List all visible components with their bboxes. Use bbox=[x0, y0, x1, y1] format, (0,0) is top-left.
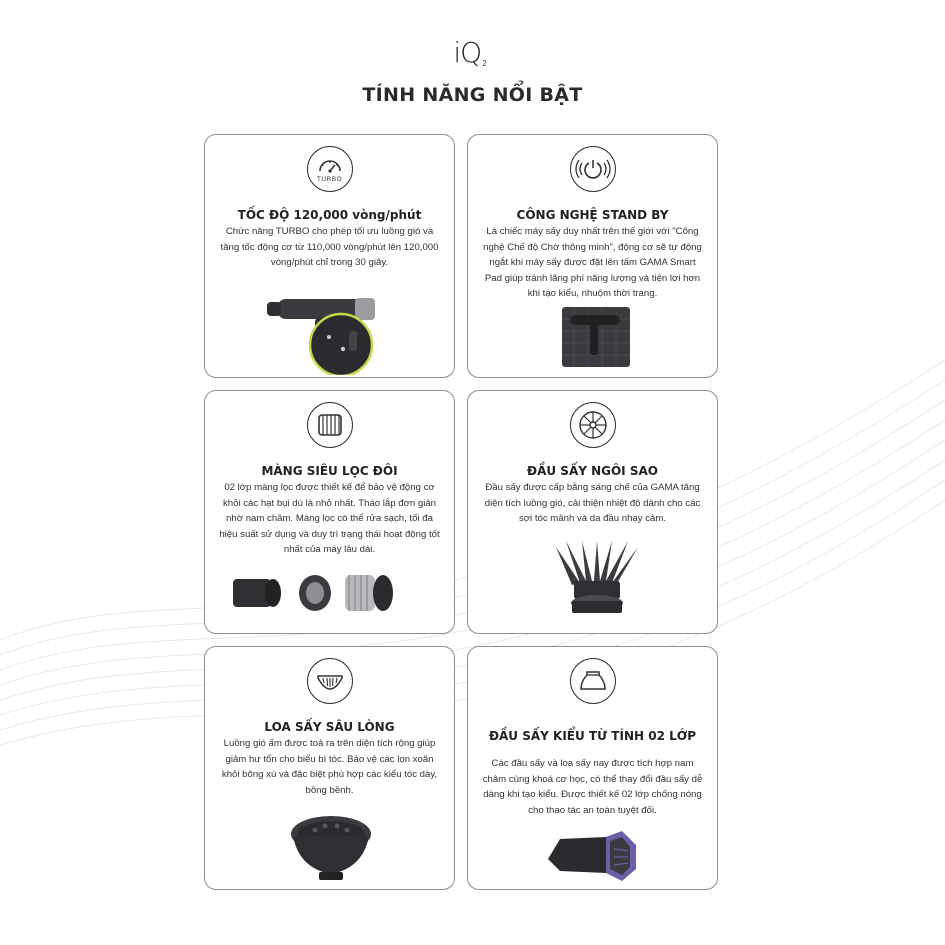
card-description: Đầu sấy được cấp bằng sáng chế của GAMA tăng diện tích luồng gió, cải thiện nhiệt độ dành cho các sợi tóc mảnh và da đầu nhạy cảm. bbox=[484, 482, 701, 524]
logo-text: iQ bbox=[453, 36, 482, 69]
magnetic-nozzle-icon bbox=[570, 658, 616, 704]
feature-card-magnetic-nozzle bbox=[467, 646, 718, 890]
feature-card-diffuser bbox=[204, 646, 455, 890]
card-title: MÀNG SIÊU LỌC ĐÔI bbox=[261, 464, 398, 478]
turbo-gauge-icon bbox=[307, 146, 353, 192]
card-title: TỐC ĐỘ 120,000 vòng/phút bbox=[237, 208, 422, 222]
feature-card-star-nozzle bbox=[467, 390, 718, 634]
star-nozzle-image bbox=[552, 541, 642, 625]
feature-card-standby bbox=[467, 134, 718, 378]
feature-card-turbo bbox=[204, 134, 455, 378]
filter-parts-image bbox=[233, 567, 433, 619]
turbo-icon-label: TURBO bbox=[316, 176, 343, 183]
magnetic-nozzle-image bbox=[546, 829, 638, 885]
diffuser-bowl-icon bbox=[307, 658, 353, 704]
hair-dryer-turbo-image bbox=[267, 293, 417, 375]
diffuser-image bbox=[289, 812, 373, 884]
card-description: Chức năng TURBO cho phép tối ưu luồng gió và tăng tốc động cơ từ 110,000 vòng/phút lên 120,000 vòng/phút chỉ trong 30 giây. bbox=[220, 226, 439, 268]
filter-mesh-icon bbox=[307, 402, 353, 448]
feature-card-filter bbox=[204, 390, 455, 634]
card-description: 02 lớp màng lọc được thiết kế để bảo vệ động cơ khỏi các hạt bụi dù là nhỏ nhất. Tháo lắp đơn giản nhờ nam châm. Màng lọc có thể rửa sạch, tối đa hiệu suất sử dụng và duy trì trạng thái hoạt động tốt nhất của máy lâu dài. bbox=[219, 482, 440, 555]
standby-power-icon bbox=[570, 146, 616, 192]
star-nozzle-icon bbox=[570, 402, 616, 448]
smart-pad-image bbox=[560, 305, 632, 369]
card-title: ĐẦU SẤY KIỂU TỪ TÍNH 02 LỚP bbox=[488, 729, 697, 743]
logo-subscript: 2 bbox=[482, 59, 487, 69]
brand-logo bbox=[440, 36, 500, 68]
card-title: ĐẦU SẤY NGÔI SAO bbox=[527, 464, 658, 478]
card-description: Các đầu sấy và loa sấy nay được tích hợp nam châm cùng khoá cơ học, có thể thay đổi đầu sấy dễ dàng khi tạo kiểu. Được thiết kế 02 lớp chống nóng cho thao tác an toàn tuyệt đối. bbox=[482, 758, 703, 816]
page-title: TÍNH NĂNG NỔI BẬT bbox=[362, 84, 583, 106]
card-description: Là chiếc máy sấy duy nhất trên thế giới với "Công nghệ Chế độ Chờ thông minh", động cơ sẽ tự động ngắt khi máy sấy được đặt lên tấm GAMA Smart Pad giúp tránh lãng phí năng lượng và tiện lợi hơn khi tạo kiểu, nhuộm thời trang. bbox=[483, 226, 702, 299]
card-title: LOA SẤY SÂU LÒNG bbox=[264, 720, 395, 734]
card-description: Luồng gió ấm được toả ra trên diện tích rộng giúp giảm hư tổn cho biểu bì tóc. Bảo vệ các lọn xoăn khỏi bông xù và đặc biệt phù hợp các kiểu tóc dày, bồng bềnh. bbox=[221, 738, 438, 796]
card-title: CÔNG NGHỆ STAND BY bbox=[516, 208, 669, 222]
